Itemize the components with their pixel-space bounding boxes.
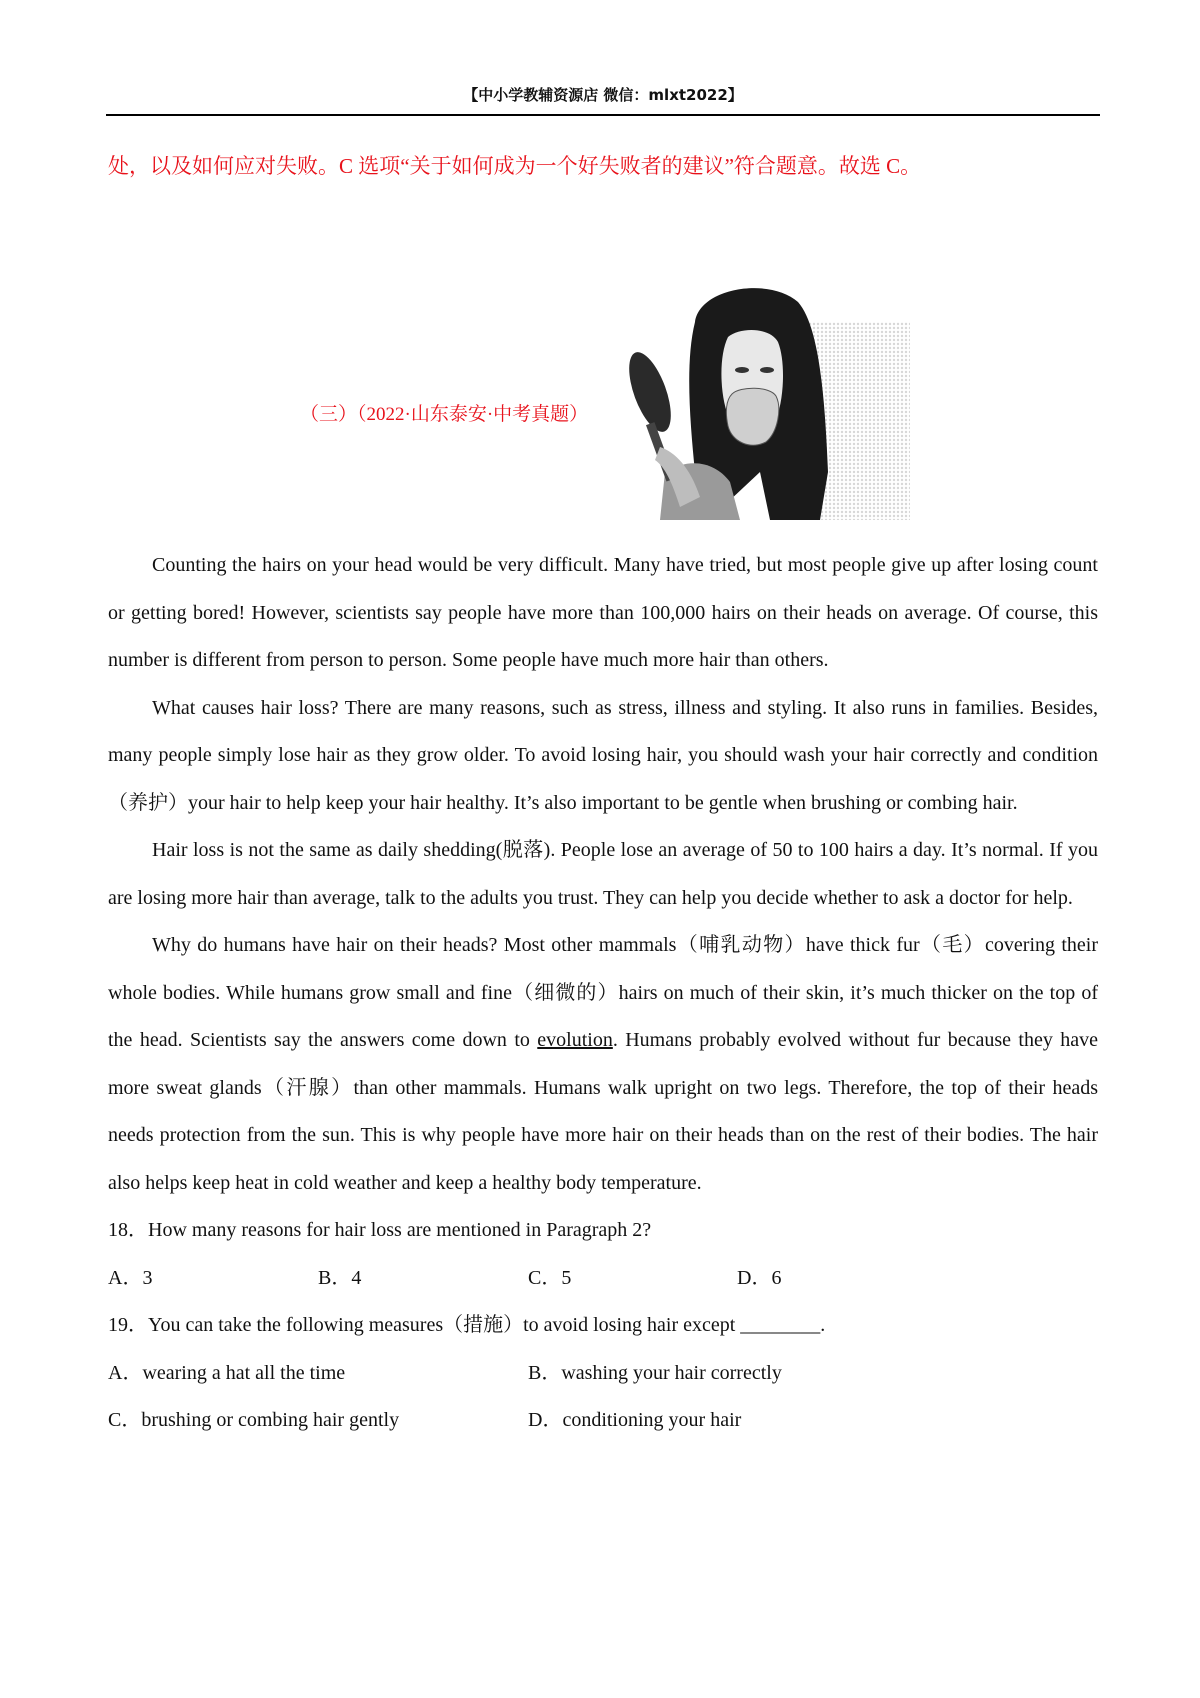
page-header: 【中小学教辅资源店 微信：mlxt2022】 bbox=[106, 84, 1100, 116]
option-c: C．brushing or combing hair gently bbox=[108, 1409, 400, 1431]
paragraph-1: Counting the hairs on your head would be very difficult. Many have tried, but most people give up after losing count or getting bored! However, scientists say people have more than 100,000 hairs on their heads on average. Of course, this number is different from person to person. Some people have much more hair than others. bbox=[108, 554, 1098, 671]
hand-shape bbox=[726, 388, 778, 445]
option-b: B．washing your hair correctly bbox=[528, 1361, 782, 1384]
paragraph-4 bbox=[108, 922, 1098, 1207]
question-18-options bbox=[108, 1255, 1098, 1303]
option-b: B．4 bbox=[318, 1266, 362, 1289]
woman-holding-hairbrush-photo bbox=[620, 282, 910, 520]
paragraph-4-before: Why do humans have hair on their heads? Most other mammals（哺乳动物）have thick fur（毛）covering their whole bodies. While humans grow small and fine（细微的）hairs on much of their skin, it’s much thicker on the top of the head. Scientists say the answers come down to bbox=[108, 934, 1098, 1051]
option-d: D．conditioning your hair bbox=[528, 1409, 742, 1431]
option-c: C．5 bbox=[528, 1266, 572, 1289]
question-19-options-row-1 bbox=[108, 1350, 1098, 1398]
answer-explanation: 处，以及如何应对失败。C 选项“关于如何成为一个好失败者的建议”符合题意。故选 C。 bbox=[108, 154, 922, 178]
option-d: D．6 bbox=[737, 1266, 782, 1289]
reading-passage bbox=[108, 542, 1098, 1445]
question-19-options-row-2 bbox=[108, 1397, 1098, 1445]
paragraph-3: Hair loss is not the same as daily shedding(脱落). People lose an average of 50 to 100 hairs a day. It’s normal. If you are losing more hair than average, talk to the adults you trust. They can help you decide whether to ask a doctor for help. bbox=[108, 839, 1098, 909]
paragraph-2: What causes hair loss? There are many reasons, such as stress, illness and styling. It also runs in families. Besides, many people simply lose hair as they grow older. To avoid losing hair, you should wash your hair correctly and condition（养护）your hair to help keep your hair healthy. It’s also important to be gentle when brushing or combing hair. bbox=[108, 696, 1098, 814]
section-title: （三）（2022·山东泰安·中考真题） bbox=[300, 404, 589, 425]
underlined-word: evolution bbox=[537, 1029, 613, 1051]
option-a: A．3 bbox=[108, 1266, 153, 1289]
question-18-stem: 18．How many reasons for hair loss are mentioned in Paragraph 2? bbox=[108, 1219, 652, 1241]
question-19-stem: 19．You can take the following measures（措施）to avoid losing hair except ________. bbox=[108, 1314, 826, 1336]
paragraph-4-after: . Humans probably evolved without fur because they have more sweat glands（汗腺）than other mammals. Humans walk upright on two legs. Therefore, the top of their heads needs protection from the sun. This is why people have more hair on their heads than on the rest of their bodies. The hair also helps keep heat in cold weather and keep a healthy body temperature. bbox=[108, 1029, 1098, 1194]
option-a: A．wearing a hat all the time bbox=[108, 1361, 346, 1384]
